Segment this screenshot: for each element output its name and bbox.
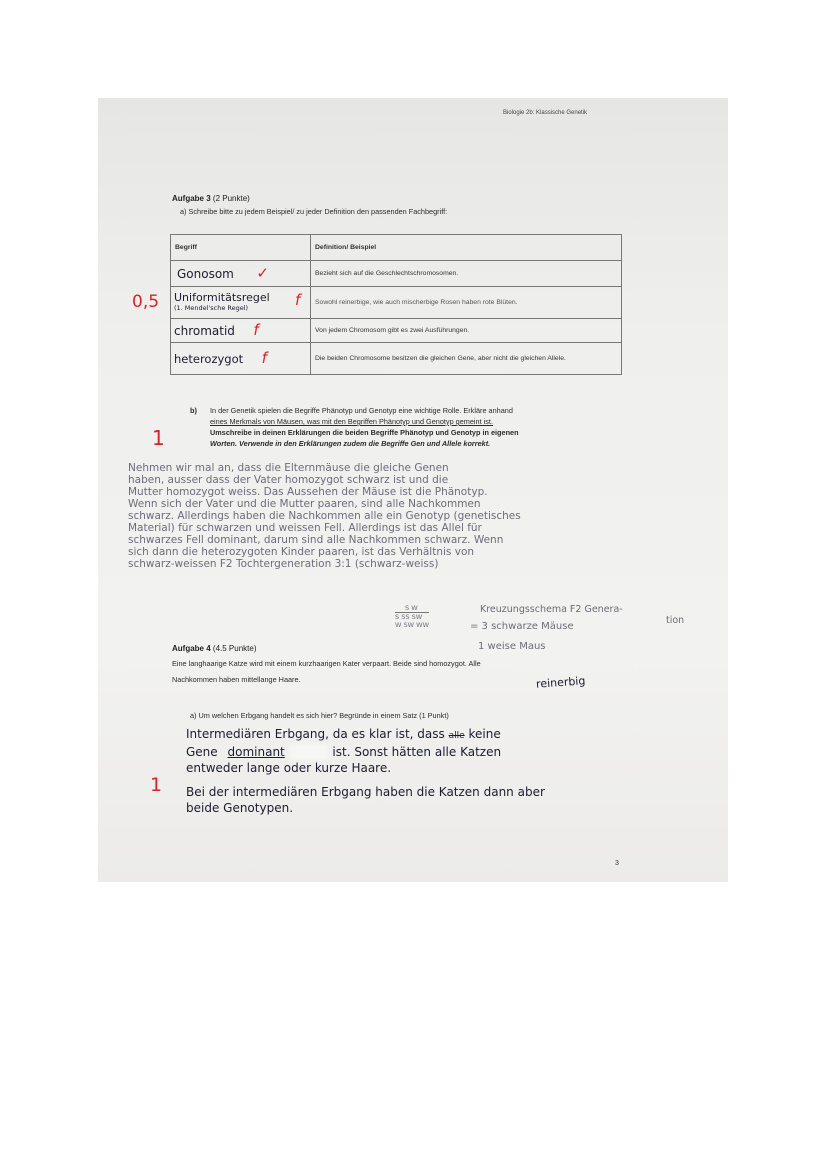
margin-score-task4: 1 — [150, 774, 163, 796]
margin-score-b: 1 — [152, 426, 165, 450]
answer-line: Gene dominant ist. Sonst hätten alle Katzen — [186, 745, 502, 759]
answer-line: Intermediären Erbgang, da es klar ist, dass alle keine — [186, 727, 501, 741]
header-definition: Definition/ Beispiel — [315, 244, 377, 251]
redacted-area — [289, 744, 329, 760]
margin-score-a: 0,5 — [132, 292, 160, 312]
course-header: Biologie 2b: Klassische Genetik — [503, 110, 588, 116]
term-cell: chromatid — [174, 324, 235, 338]
answer-line: haben, ausser dass der Vater homozygot schwarz ist und die — [128, 474, 449, 486]
cross-result-white: 1 weise Maus — [478, 641, 546, 652]
task4-part-a-instruction: a) Um welchen Erbgang handelt es sich hier? Begründe in einem Satz (1 Punkt) — [190, 711, 449, 720]
answer-task4 — [186, 726, 545, 816]
terms-table — [170, 234, 622, 375]
answer-line: Material) für schwarzen und weissen Fell. Allerdings ist das Allel für — [128, 522, 482, 534]
cross-note: Kreuzungsschema F2 Genera- — [480, 604, 623, 615]
definition-cell: Sowohl reinerbige, wie auch mischerbige Rosen haben rote Blüten. — [311, 287, 622, 319]
wrong-mark: f — [295, 291, 301, 309]
checkmark-icon: ✓ — [256, 265, 269, 282]
term-cell: Gonosom — [177, 267, 234, 281]
answer-line: schwarz. Allerdings haben die Nachkommen alle ein Genotyp (genetisches — [128, 510, 521, 522]
answer-b — [128, 462, 521, 570]
part-b-label: b) — [190, 406, 197, 415]
answer-line: schwarz-weissen F2 Tochtergeneration 3:1 (schwarz-weiss) — [128, 558, 439, 570]
wrong-mark: f — [253, 321, 259, 339]
task4-text: Eine langhaarige Katze wird mit einem kurzhaarigen Kater verpaart. Beide sind homozygot. Alle Nachkommen haben mittellange Haare. — [172, 659, 481, 684]
answer-line: Nehmen wir mal an, dass die Elternmäuse die gleiche Genen — [128, 462, 449, 474]
answer-line: schwarzes Fell dominant, darum sind alle Nachkommen schwarz. Wenn — [128, 534, 504, 546]
part-b-instructions: In der Genetik spielen die Begriffe Phänotyp und Genotyp eine wichtige Rolle. Erkläre anhand eines Merkmals von Mäusen, was mit den Begriffen Phänotyp und Genotyp gemeint ist. Umschreibe in deinen Erklärungen die beiden Begriffe Phänotyp und Genotyp in eigenen Worten. Verwende in den Erklärungen zudem die Begriffe Gen und Allele korrekt. — [210, 406, 519, 448]
hand-note-reinerbig: reinerbig — [535, 674, 586, 691]
table-row — [171, 343, 622, 375]
answer-line: Bei der intermediären Erbgang haben die Katzen dann aber — [186, 785, 545, 799]
task3-title: Aufgabe 3 (2 Punkte) — [172, 194, 250, 203]
document-photo — [98, 98, 728, 882]
table-row — [171, 287, 622, 319]
definition-cell: Die beiden Chromosome besitzen die gleichen Gene, aber nicht die gleichen Allele. — [311, 343, 622, 375]
task3-part-a-instruction: a) Schreibe bitte zu jedem Beispiel/ zu jeder Definition den passenden Fachbegriff: — [180, 207, 448, 216]
cross-result-black: = 3 schwarze Mäuse — [470, 621, 574, 632]
answer-line: Wenn sich der Vater und die Mutter paaren, sind alle Nachkommen — [128, 498, 481, 510]
definition-cell: Von jedem Chromosom gibt es zwei Ausführungen. — [311, 319, 622, 343]
table-row — [171, 319, 622, 343]
table-row — [171, 261, 622, 287]
task4-title: Aufgabe 4 (4.5 Punkte) — [172, 644, 257, 653]
answer-line: Mutter homozygot weiss. Das Aussehen der Mäuse ist die Phänotyp. — [128, 486, 488, 498]
cross-note-end: tion — [666, 615, 685, 626]
definition-cell: Bezieht sich auf die Geschlechtschromosomen. — [311, 261, 622, 287]
table-header-row — [171, 235, 622, 261]
answer-line: sich dann die heterozygoten Kinder paaren, ist das Verhältnis von — [128, 546, 475, 558]
punnett-square: S W S SS SW W SW WW — [395, 604, 430, 629]
page-number: 3 — [615, 860, 619, 867]
term-cell: Uniformitätsregel — [174, 291, 270, 304]
answer-line: beide Genotypen. — [186, 801, 294, 815]
term-subnote: (1. Mendel'sche Regel) — [174, 304, 249, 312]
answer-line: entweder lange oder kurze Haare. — [186, 761, 392, 775]
wrong-mark: f — [261, 349, 267, 367]
term-cell: heterozygot — [174, 352, 244, 366]
header-term: Begriff — [175, 244, 197, 251]
